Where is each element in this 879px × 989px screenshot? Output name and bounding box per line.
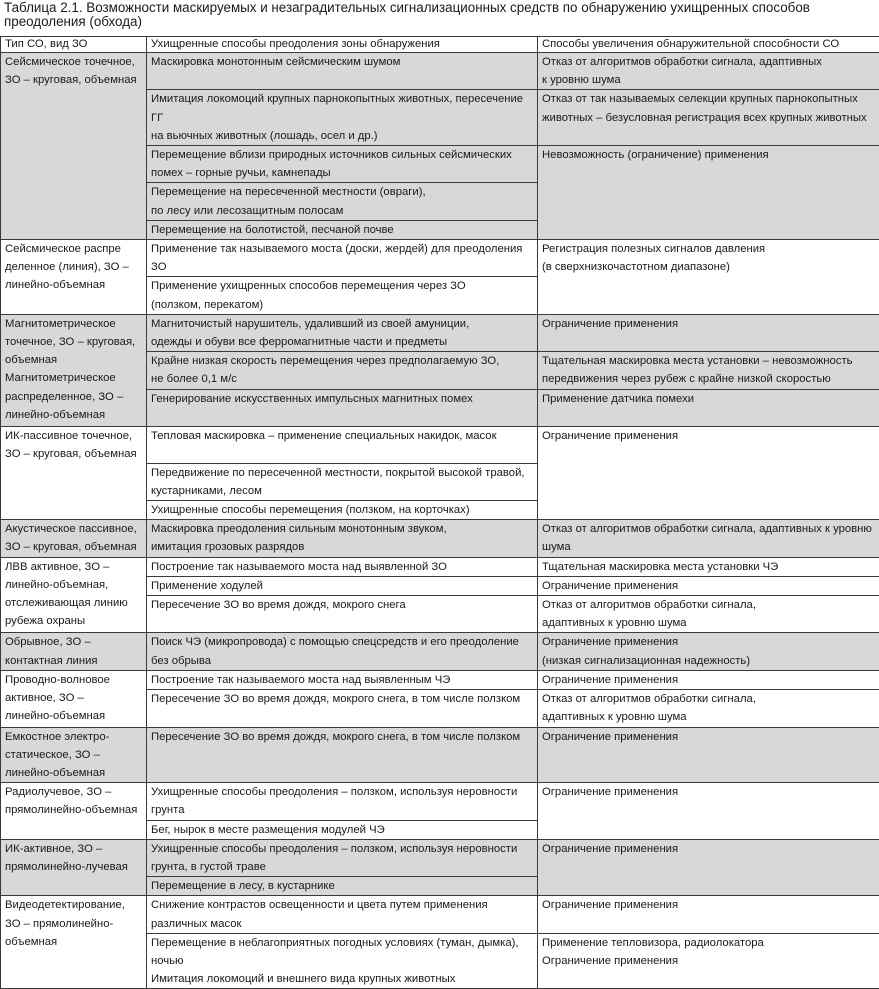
counter-cell: Ограничение применения: [538, 839, 879, 896]
method-cell: Перемещение в лесу, в кустарнике: [147, 877, 538, 896]
sensor-type-cell: Магнитометрическое точечное, ЗО – круговая, объемная Магнитометрическое распределенное, ЗО – линейно-объемная: [1, 314, 147, 426]
counter-cell: Тщательная маскировка места установки – невозможность передвижения через рубеж с крайне низкой скоростью: [538, 352, 879, 389]
sensor-type-cell: Сейсмическое распре деленное (линия), ЗО – линейно-объемная: [1, 240, 147, 315]
method-cell: Пересечение ЗО во время дождя, мокрого снега: [147, 596, 538, 633]
counter-cell: Отказ от алгоритмов обработки сигнала, адаптивных к уровню шума: [538, 690, 879, 727]
method-cell: Пересечение ЗО во время дождя, мокрого снега, в том числе ползком: [147, 727, 538, 783]
method-cell: Перемещение вблизи природных источников сильных сейсмических помех – горные ручьи, камнепады: [147, 146, 538, 183]
countermeasures-table: [0, 36, 879, 989]
counter-cell: Отказ от алгоритмов обработки сигнала, адаптивных к уровню шума: [538, 53, 879, 90]
method-cell: Снижение контрастов освещенности и цвета путем применения различных масок: [147, 896, 538, 933]
method-cell: Перемещение в неблагоприятных погодных условиях (туман, дымка), ночью Имитация локомоций и внешнего вида крупных животных: [147, 933, 538, 989]
method-cell: Применение ухищренных способов перемещения через ЗО (ползком, перекатом): [147, 277, 538, 314]
sensor-type-cell: Видеодетектирование, ЗО – прямолинейно- объемная: [1, 896, 147, 989]
counter-cell: Ограничение применения: [538, 670, 879, 689]
counter-cell: Отказ от алгоритмов обработки сигнала, адаптивных к уровню шума: [538, 520, 879, 557]
sensor-type-cell: Радиолучевое, ЗО – прямолинейно-объемная: [1, 783, 147, 840]
sensor-type-cell: ЛВВ активное, ЗО – линейно-объемная, отслеживающая линию рубежа охраны: [1, 557, 147, 633]
table-row: [1, 53, 879, 90]
method-cell: Построение так называемого моста над выявленной ЗО: [147, 557, 538, 576]
method-cell: Тепловая маскировка – применение специальных накидок, масок: [147, 426, 538, 463]
counter-cell: Применение датчика помехи: [538, 389, 879, 426]
table-row: [1, 426, 879, 463]
sensor-type-cell: Сейсмическое точечное, ЗО – круговая, объемная: [1, 53, 147, 240]
header-methods: Ухищренные способы преодоления зоны обнаружения: [147, 37, 538, 53]
table-caption: Таблица 2.1. Возможности маскируемых и незаградительных сигнализационных средств по обнаружению ухищренных способов преодоления (обхода): [0, 0, 879, 30]
table-row: [1, 557, 879, 576]
table-row: [1, 783, 879, 820]
method-cell: Ухищренные способы преодоления – ползком, используя неровности грунта: [147, 783, 538, 820]
table-row: [1, 896, 879, 933]
counter-cell: Ограничение применения: [538, 576, 879, 595]
method-cell: Маскировка преодоления сильным монотонным звуком, имитация грозовых разрядов: [147, 520, 538, 557]
method-cell: Генерирование искусственных импульсных магнитных помех: [147, 389, 538, 426]
counter-cell: Ограничение применения: [538, 896, 879, 933]
method-cell: Применение так называемого моста (доски, жердей) для преодоления ЗО: [147, 240, 538, 277]
method-cell: Перемещение на болотистой, песчаной почве: [147, 220, 538, 239]
counter-cell: Отказ от алгоритмов обработки сигнала, адаптивных к уровню шума: [538, 596, 879, 633]
counter-cell: Ограничение применения: [538, 727, 879, 783]
method-cell: Маскировка монотонным сейсмическим шумом: [147, 53, 538, 90]
table-row: [1, 839, 879, 876]
method-cell: Применение ходулей: [147, 576, 538, 595]
table-row: [1, 314, 879, 351]
method-cell: Передвижение по пересеченной местности, покрытой высокой травой, кустарниками, лесом: [147, 463, 538, 500]
method-cell: Бег, нырок в месте размещения модулей ЧЭ: [147, 820, 538, 839]
table-row: [1, 727, 879, 783]
method-cell: Построение так называемого моста над выявленным ЧЭ: [147, 670, 538, 689]
table-row: [1, 670, 879, 689]
header-counter: Способы увеличения обнаружительной способности СО: [538, 37, 879, 53]
method-cell: Ухищренные способы перемещения (ползком, на корточках): [147, 501, 538, 520]
counter-cell: Ограничение применения: [538, 314, 879, 351]
header-type: Тип СО, вид ЗО: [1, 37, 147, 53]
counter-cell: Регистрация полезных сигналов давления (в сверхнизкочастотном диапазоне): [538, 240, 879, 315]
method-cell: Имитация локомоций крупных парнокопытных животных, пересечение ГГ на вьючных животных (лошадь, осел и др.): [147, 90, 538, 146]
sensor-type-cell: Проводно-волновое активное, ЗО – линейно-объемная: [1, 670, 147, 727]
sensor-type-cell: ИК-пассивное точечное, ЗО – круговая, объемная: [1, 426, 147, 520]
counter-cell: Ограничение применения: [538, 783, 879, 840]
method-cell: Крайне низкая скорость перемещения через предполагаемую ЗО, не более 0,1 м/с: [147, 352, 538, 389]
method-cell: Ухищренные способы преодоления – ползком, используя неровности грунта, в густой траве: [147, 839, 538, 876]
method-cell: Поиск ЧЭ (микропровода) с помощью спецсредств и его преодоление без обрыва: [147, 633, 538, 670]
table-row: [1, 633, 879, 670]
counter-cell: Ограничение применения (низкая сигнализационная надежность): [538, 633, 879, 670]
counter-cell: Применение тепловизора, радиолокатора Ограничение применения: [538, 933, 879, 989]
counter-cell: Отказ от так называемых селекции крупных парнокопытных животных – безусловная регистрация всех крупных животных: [538, 90, 879, 146]
sensor-type-cell: Акустическое пассивное, ЗО – круговая, объемная: [1, 520, 147, 557]
sensor-type-cell: Обрывное, ЗО – контактная линия: [1, 633, 147, 670]
counter-cell: Тщательная маскировка места установки ЧЭ: [538, 557, 879, 576]
sensor-type-cell: Емкостное электро- статическое, ЗО – линейно-объемная: [1, 727, 147, 783]
counter-cell: Невозможность (ограничение) применения: [538, 146, 879, 240]
method-cell: Магниточистый нарушитель, удаливший из своей амуниции, одежды и обуви все ферромагнитные части и предметы: [147, 314, 538, 351]
counter-cell: Ограничение применения: [538, 426, 879, 520]
method-cell: Перемещение на пересеченной местности (овраги), по лесу или лесозащитным полосам: [147, 183, 538, 220]
table-header-row: [1, 37, 879, 53]
table-row: [1, 240, 879, 277]
table-row: [1, 520, 879, 557]
sensor-type-cell: ИК-активное, ЗО – прямолинейно-лучевая: [1, 839, 147, 896]
method-cell: Пересечение ЗО во время дождя, мокрого снега, в том числе ползком: [147, 690, 538, 727]
